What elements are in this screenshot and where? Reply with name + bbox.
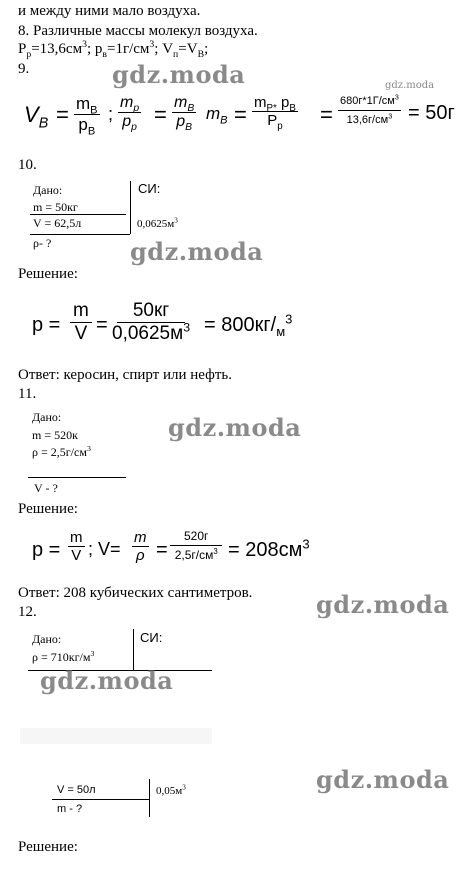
given-label: Дано: [32,632,62,646]
unknown-density: ρ- ? [33,236,52,250]
given-label: Дано: [32,410,62,424]
solution-label: Решение: [18,839,78,855]
problem-9-number: 9. [18,61,30,77]
problem-8-values: $P_р=13,6см^3$; $p_в=1г/см^3$; $V_п=V_В$; [18,39,209,60]
problem-8-text: 8. Различные массы молекул воздуха. [18,23,258,39]
given-underline [30,214,126,215]
watermark: gdz.moda [316,765,450,794]
formula-10: p = $\frac{m}{V}$ = 50кг $0,0625м^3$ = $800кг/_м^3$ [32,300,293,344]
problem-12-number: 12. [18,604,37,620]
formula-11: p = $\frac{m}{V}$ ; V= $\frac{m}{\rho}$ = 520г $2,5г/см^3$ = $208см^3$ [32,529,310,564]
given-divider [149,779,150,817]
given-mass: m = 50кг [33,200,78,214]
watermark: gdz.moda [112,60,246,89]
given-divider [133,629,134,671]
given-separator [28,477,126,478]
answer-10: Ответ: керосин, спирт или нефть. [18,367,233,383]
given-volume: V = 62,5л [33,216,82,230]
given-density: $\rho = 710кг/м^3$ [32,649,95,664]
given-separator [52,799,150,800]
given-label: Дано: [33,183,63,197]
si-label: СИ: [140,630,163,645]
watermark-small: gdz.moda [385,80,435,91]
given-divider [130,181,131,234]
solution-label: Решение: [18,501,78,517]
given-mass: m = 520к [32,428,78,442]
formula-9: $V_В$ = $m_В$ $p_В$ ; $m_р$ $p_р$ = $m_В$ $p_В$ $m_В$ = $m_{P*}$ $p_В$ $P_p$ = $680г*1Г/см^3$ $13,6г/см^3$ = 50г [24,93,455,138]
given-volume-si: $0,05м^3$ [156,783,186,797]
given-density: $\rho = 2,5г/см^3$ [32,444,91,459]
watermark: gdz.moda [168,413,302,442]
watermark: gdz.moda [316,590,450,619]
watermark: gdz.moda [130,237,264,266]
given-separator [30,234,130,235]
unknown-mass: m - ? [57,803,83,815]
problem-10-number: 10. [18,157,37,173]
unknown-volume: V - ? [34,481,58,495]
given-volume-si: $0,0625м^3$ [137,216,178,230]
si-label: СИ: [138,181,161,196]
problem-11-number: 11. [18,386,37,402]
answer-11: Ответ: 208 кубических сантиметров. [18,585,253,601]
blank-area [20,728,212,744]
text-line-1: и между ними мало воздуха. [18,3,201,19]
solution-label: Решение: [18,266,78,282]
watermark: gdz.moda [40,666,174,695]
given-volume: V = 50л [57,784,96,796]
